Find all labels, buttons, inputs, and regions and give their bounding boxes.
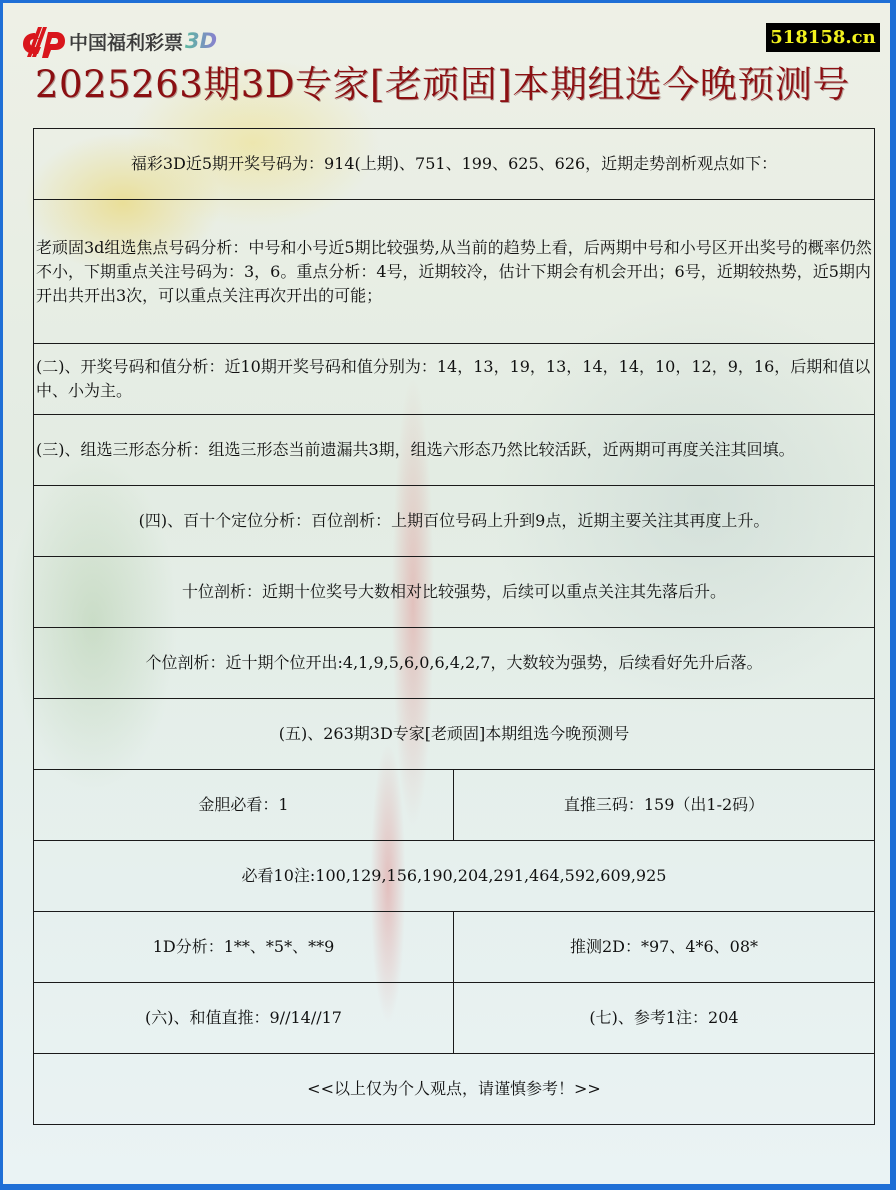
table-row <box>34 200 875 344</box>
welfare-lottery-logo-icon <box>21 23 67 59</box>
gold-pick-cell: 金胆必看：1 <box>34 770 454 841</box>
lottery-logo <box>21 23 217 59</box>
table-row <box>34 699 875 770</box>
three-codes-cell: 直推三码：159（出1-2码） <box>454 770 875 841</box>
table-row <box>34 486 875 557</box>
sum-direct-cell: (六)、和值直推：9//14//17 <box>34 983 454 1054</box>
logo-text: 中国福利彩票 <box>69 31 184 54</box>
sum-analysis-cell: (二)、开奖号码和值分析：近10期开奖号码和值分别为：14，13，19，13，14，14，10，12，9，16，后期和值以中、小为主。 <box>34 344 875 415</box>
table-row <box>34 344 875 415</box>
table-row <box>34 983 875 1054</box>
page-frame <box>3 3 890 1184</box>
must-see-10-cell: 必看10注:100,129,156,190,204,291,464,592,609,925 <box>34 841 875 912</box>
logo-3d-text: 3D <box>185 29 218 53</box>
table-row <box>34 1054 875 1125</box>
site-badge[interactable]: 518158.cn <box>766 23 880 52</box>
table-row <box>34 129 875 200</box>
table-row <box>34 912 875 983</box>
page-title: 2025263期3D专家[老顽固]本期组选今晚预测号 <box>35 63 850 106</box>
position-analysis-cell: (四)、百十个定位分析：百位剖析：上期百位号码上升到9点，近期主要关注其再度上升。 <box>34 486 875 557</box>
prediction-table <box>33 128 875 1125</box>
recent-draws-cell: 福彩3D近5期开奖号码为：914(上期)、751、199、625、626，近期走势剖析观点如下： <box>34 129 875 200</box>
one-d-cell: 1D分析：1**、*5*、**9 <box>34 912 454 983</box>
reference-1-cell: (七)、参考1注：204 <box>454 983 875 1054</box>
focus-analysis-cell: 老顽固3d组选焦点号码分析：中号和小号近5期比较强势,从当前的趋势上看，后两期中号和小号区开出奖号的概率仍然不小，下期重点关注号码为：3，6。重点分析：4号，近期较冷，估计下期会有机会开出；6号，近期较热势，近5期内开出共开出3次，可以重点关注再次开出的可能； <box>34 200 875 344</box>
group3-analysis-cell: (三)、组选三形态分析：组选三形态当前遗漏共3期，组选六形态乃然比较活跃，近两期可再度关注其回填。 <box>34 415 875 486</box>
table-row <box>34 557 875 628</box>
disclaimer-cell: <<以上仅为个人观点，请谨慎参考！>> <box>34 1054 875 1125</box>
table-row <box>34 770 875 841</box>
table-row <box>34 841 875 912</box>
two-d-cell: 推测2D：*97、4*6、08* <box>454 912 875 983</box>
prediction-heading-cell: (五)、263期3D专家[老顽固]本期组选今晚预测号 <box>34 699 875 770</box>
table-row <box>34 628 875 699</box>
units-analysis-cell: 个位剖析：近十期个位开出:4,1,9,5,6,0,6,4,2,7，大数较为强势，后续看好先升后落。 <box>34 628 875 699</box>
table-row <box>34 415 875 486</box>
tens-analysis-cell: 十位剖析：近期十位奖号大数相对比较强势，后续可以重点关注其先落后升。 <box>34 557 875 628</box>
